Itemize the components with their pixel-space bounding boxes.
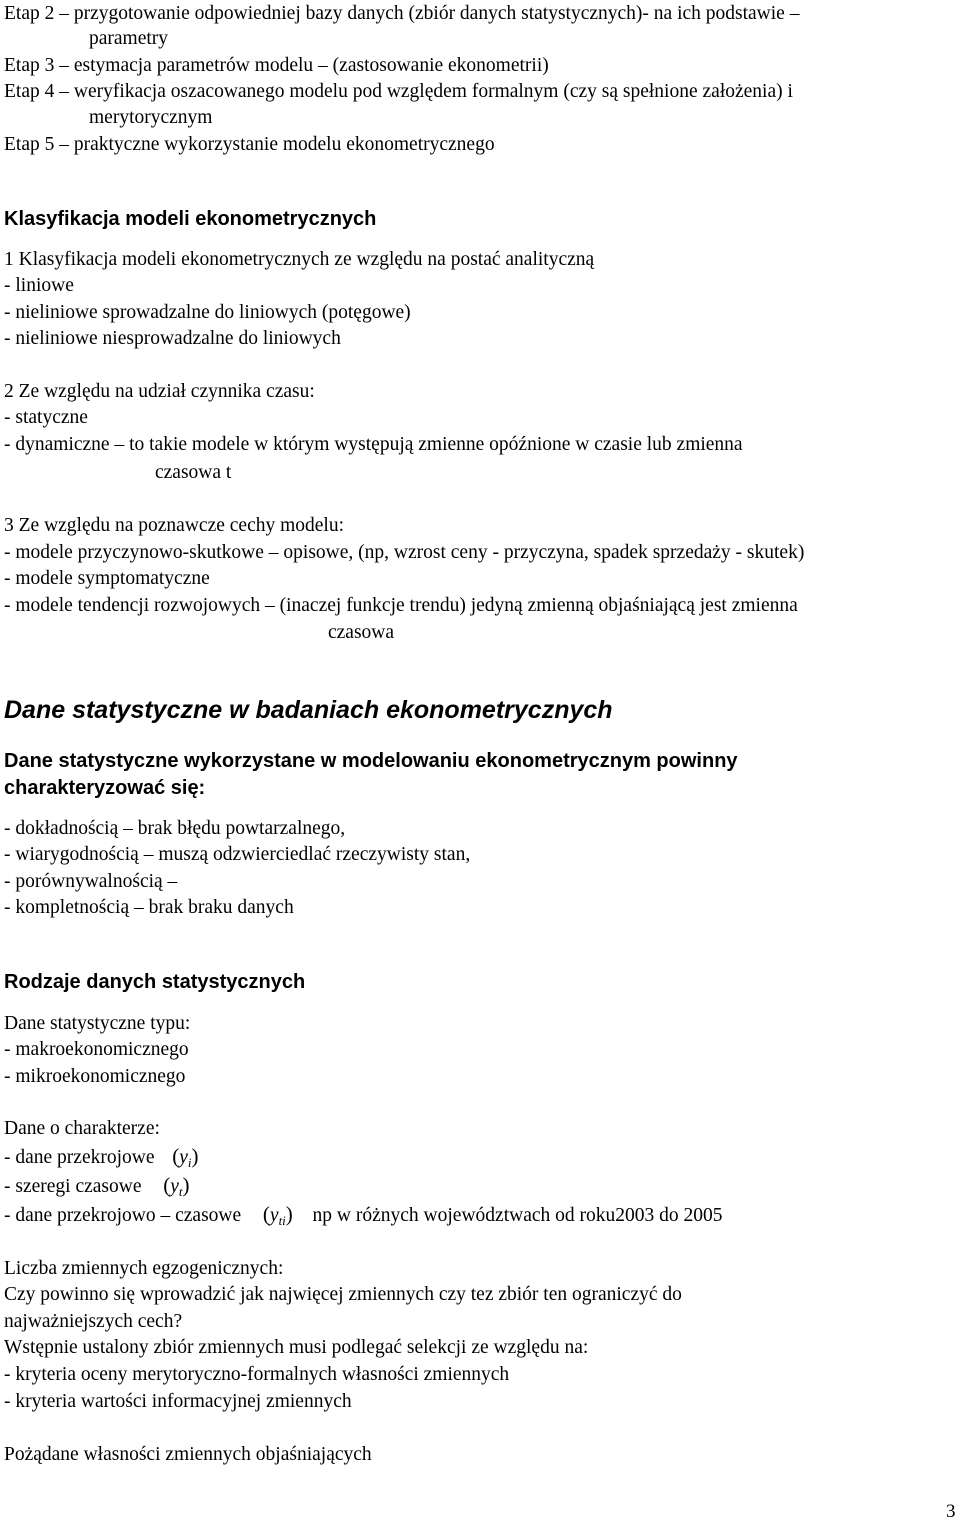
list-item: - modele tendencji rozwojowych – (inaczej funkcje trendu) jedyną zmienną objaśniającą jest zmienna xyxy=(4,595,798,616)
list-item xyxy=(4,1202,723,1233)
formula-close-paren: ) xyxy=(182,1173,190,1197)
formula-close-paren: ) xyxy=(285,1202,293,1226)
section-heading-dane-statystyczne: Dane statystyczne w badaniach ekonometrycznych xyxy=(4,696,613,724)
section-heading-klasyfikacja: Klasyfikacja modeli ekonometrycznych xyxy=(4,208,377,230)
list-item-text: - dane przekrojowo – czasowe xyxy=(4,1205,242,1226)
formula-close-paren: ) xyxy=(191,1144,199,1168)
list-item: - makroekonomicznego xyxy=(4,1039,189,1060)
formula-variable: y xyxy=(269,1205,279,1226)
formula-open-paren: ( xyxy=(172,1144,180,1168)
subheading-line-2: charakteryzować się: xyxy=(4,777,206,799)
question-line-1: Czy powinno się wprowadzić jak najwięcej zmiennych czy tez zbiór ten ograniczyć do xyxy=(4,1284,682,1305)
list-item: - liniowe xyxy=(4,275,74,296)
etap-5: Etap 5 – praktyczne wykorzystanie modelu ekonometrycznego xyxy=(4,134,495,155)
list-item: - dokładnością – brak błędu powtarzalnego, xyxy=(4,818,346,839)
section-heading-rodzaje: Rodzaje danych statystycznych xyxy=(4,971,306,993)
charakter-label: Dane o charakterze: xyxy=(4,1118,160,1139)
formula-variable: y xyxy=(170,1176,179,1197)
etap-4-line-1: Etap 4 – weryfikacja oszacowanego modelu pod względem formalnym (czy są spełnione założenia) i xyxy=(4,81,793,102)
list-item: - modele przyczynowo-skutkowe – opisowe, (np, wzrost ceny - przyczyna, spadek sprzedaży - skutek) xyxy=(4,542,805,563)
pozadane-label: Pożądane własności zmiennych objaśniających xyxy=(4,1444,372,1465)
formula-open-paren: ( xyxy=(262,1202,270,1226)
formula-subscript: i xyxy=(187,1155,192,1170)
list-item: - nieliniowe niesprowadzalne do liniowych xyxy=(4,328,341,349)
formula-subscript: t xyxy=(178,1184,183,1199)
etap-3: Etap 3 – estymacja parametrów modelu – (zastosowanie ekonometrii) xyxy=(4,55,549,76)
formula-note: np w różnych województwach od roku2003 do 2005 xyxy=(312,1205,723,1226)
list-item: - kryteria oceny merytoryczno-formalnych własności zmiennych xyxy=(4,1364,510,1385)
formula-variable: y xyxy=(179,1147,188,1168)
list-item: - dynamiczne – to takie modele w którym występują zmienne opóźnione w czasie lub zmienna xyxy=(4,434,743,455)
list-item-continued: czasowa xyxy=(328,622,395,643)
list-item xyxy=(4,1144,199,1175)
list-item: - mikroekonomicznego xyxy=(4,1066,186,1087)
list-item: - kompletnością – brak braku danych xyxy=(4,897,294,918)
list-item-text: - dane przekrojowe xyxy=(4,1147,155,1168)
formula-subscript: ti xyxy=(278,1213,286,1228)
list-item: - wiarygodnością – muszą odzwierciedlać rzeczywisty stan, xyxy=(4,844,471,865)
list-item: - porównywalnością – xyxy=(4,871,178,892)
page-number: 3 xyxy=(946,1501,956,1522)
list-item-text: - szeregi czasowe xyxy=(4,1176,142,1197)
list-item: - statyczne xyxy=(4,407,88,428)
etap-2-line-2: parametry xyxy=(89,28,169,49)
formula-open-paren: ( xyxy=(163,1173,171,1197)
selection-intro: Wstępnie ustalony zbiór zmiennych musi podlegać selekcji ze względu na: xyxy=(4,1337,589,1358)
list-item: - nieliniowe sprowadzalne do liniowych (potęgowe) xyxy=(4,302,411,323)
klasyfikacja-2-title: 2 Ze względu na udział czynnika czasu: xyxy=(4,381,315,402)
etap-2-line-1: Etap 2 – przygotowanie odpowiedniej bazy danych (zbiór danych statystycznych)- na ich podstawie – xyxy=(4,3,800,24)
typ-label: Dane statystyczne typu: xyxy=(4,1013,191,1034)
subheading-line-1: Dane statystyczne wykorzystane w modelowaniu ekonometrycznym powinny xyxy=(4,750,738,772)
klasyfikacja-3-title: 3 Ze względu na poznawcze cechy modelu: xyxy=(4,515,345,536)
klasyfikacja-1-title: 1 Klasyfikacja modeli ekonometrycznych ze względu na postać analityczną xyxy=(4,249,595,270)
etap-4-line-2: merytorycznym xyxy=(89,107,213,128)
list-item: - modele symptomatyczne xyxy=(4,568,210,589)
list-item: - kryteria wartości informacyjnej zmiennych xyxy=(4,1391,352,1412)
liczba-label: Liczba zmiennych egzogenicznych: xyxy=(4,1258,284,1279)
list-item xyxy=(4,1173,190,1204)
question-line-2: najważniejszych cech? xyxy=(4,1311,183,1332)
list-item-continued: czasowa t xyxy=(155,462,232,483)
